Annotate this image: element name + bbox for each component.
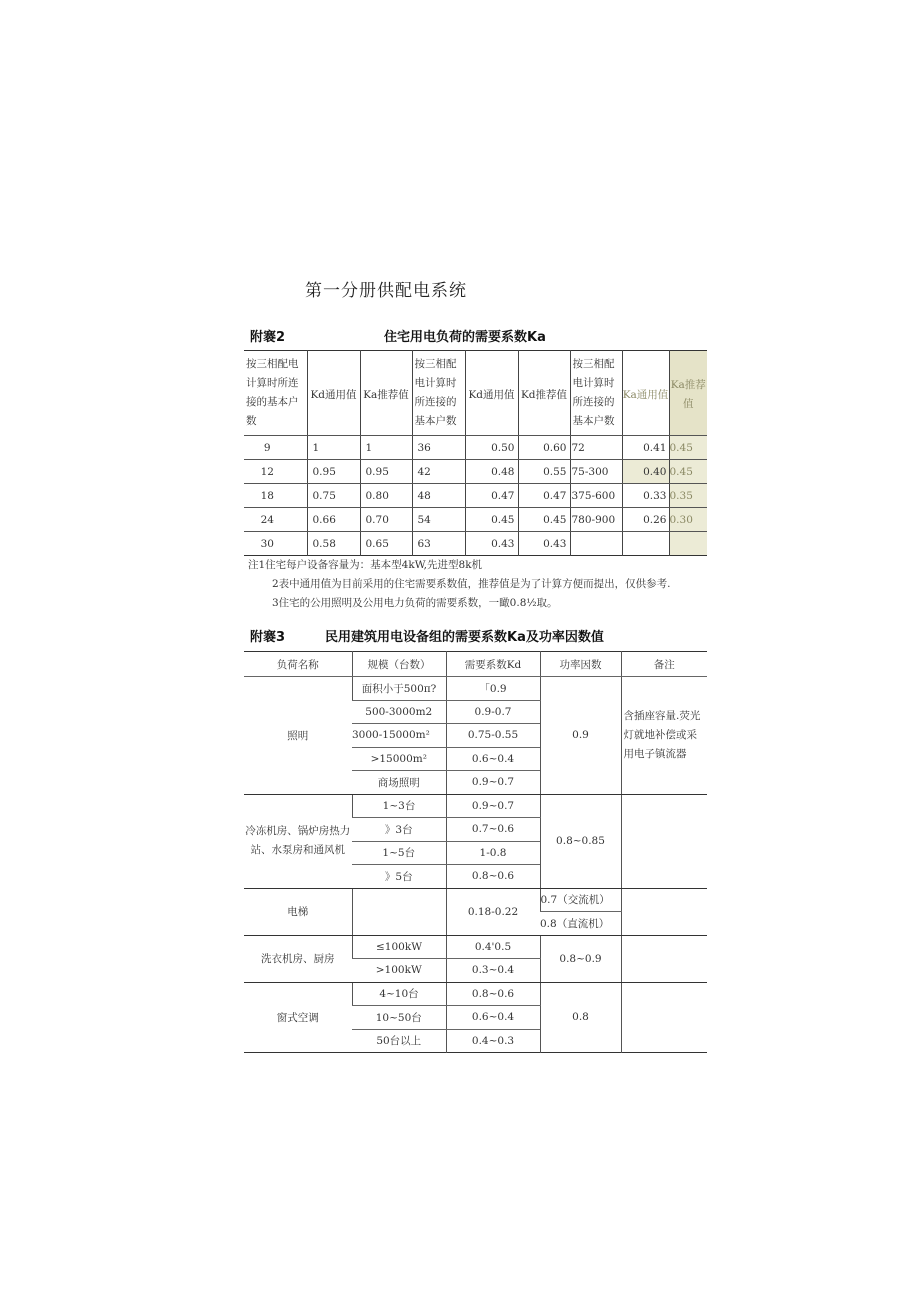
table-header-row bbox=[244, 652, 707, 677]
table-row bbox=[244, 982, 707, 1006]
note-3: 3住宅的公用照明及公用电力负荷的需要系数，一瞰0.8½取。 bbox=[272, 597, 558, 609]
table-row bbox=[244, 484, 707, 508]
kd-cell: 0.8~0.6 bbox=[446, 865, 540, 889]
table-cell: 9 bbox=[244, 436, 307, 460]
note-1: 注1住宅每户设备容量为：基本型4kW,先进型8k机 bbox=[248, 559, 483, 571]
table-cell: 0.48 bbox=[465, 460, 518, 484]
table-row bbox=[244, 436, 707, 460]
remark-window-ac bbox=[621, 982, 707, 1053]
kd-cell: 0.9~0.7 bbox=[446, 794, 540, 818]
table-cell: 0.55 bbox=[518, 460, 570, 484]
table-cell: 18 bbox=[244, 484, 307, 508]
table-cell: 75-300 bbox=[570, 460, 622, 484]
table-cell: 0.45 bbox=[669, 460, 707, 484]
document-title: 第一分册供配电系统 bbox=[305, 281, 467, 301]
kd-cell: 0.8~0.6 bbox=[446, 982, 540, 1006]
table-row bbox=[244, 794, 707, 818]
table-row bbox=[244, 677, 707, 701]
table2-notes bbox=[248, 556, 671, 613]
header-kd: 需要系数Kd bbox=[446, 652, 540, 677]
scale-cell: 1~3台 bbox=[352, 794, 446, 818]
header-ka-recommended-3: Ka推荐值 bbox=[669, 351, 707, 436]
header-ka-recommended: Ka推荐值 bbox=[360, 351, 412, 436]
scale-cell: 10~50台 bbox=[352, 1006, 446, 1030]
scale-cell: >100kW bbox=[352, 959, 446, 983]
table-cell: 0.43 bbox=[518, 532, 570, 556]
note-2: 2表中通用值为目前采用的住宅需要系数值，推荐值是为了计算方便而提出，仅供参考. bbox=[272, 578, 671, 590]
table3-label: 附褰3 bbox=[250, 630, 286, 645]
kd-cell: 0.9~0.7 bbox=[446, 771, 540, 795]
header-remarks: 备注 bbox=[621, 652, 707, 677]
header-ka-general-3: Ka通用值 bbox=[622, 351, 669, 436]
scale-cell: >15000m² bbox=[352, 747, 446, 771]
table-cell: 0.45 bbox=[669, 436, 707, 460]
kd-cell: 0.9-0.7 bbox=[446, 700, 540, 724]
table-cell: 30 bbox=[260, 537, 274, 550]
table-cell bbox=[570, 532, 622, 556]
table-cell: 1 bbox=[307, 436, 360, 460]
table-cell: 36 bbox=[412, 436, 465, 460]
scale-cell: 4~10台 bbox=[352, 982, 446, 1006]
table-cell: 0.43 bbox=[465, 532, 518, 556]
kd-cell: 0.75-0.55 bbox=[446, 724, 540, 748]
scale-cell: 3000-15000m² bbox=[352, 724, 446, 748]
table-cell: 0.35 bbox=[669, 484, 707, 508]
table-cell: 12 bbox=[244, 460, 307, 484]
header-kd-general-2: Kd通用值 bbox=[465, 351, 518, 436]
pf-laundry: 0.8~0.9 bbox=[540, 935, 621, 982]
scale-cell: 》3台 bbox=[352, 818, 446, 842]
pf-elevator-dc: 0.8（直流机） bbox=[540, 912, 621, 936]
table-cell bbox=[622, 532, 669, 556]
header-households-2: 按三相配电计算时所连接的基本户数 bbox=[412, 351, 465, 436]
table-cell: 0.58 bbox=[307, 532, 360, 556]
kd-cell: 0.6~0.4 bbox=[446, 747, 540, 771]
residential-demand-table bbox=[244, 350, 707, 556]
table-cell: 0.80 bbox=[360, 484, 412, 508]
table-header-row bbox=[244, 351, 707, 436]
pf-cooling: 0.8~0.85 bbox=[540, 794, 621, 888]
header-households-3: 按三相配电计算时所连接的基本户数 bbox=[570, 351, 622, 436]
civil-building-demand-table bbox=[244, 651, 707, 1053]
kd-cell: 0.6~0.4 bbox=[446, 1006, 540, 1030]
table-cell: 63 bbox=[412, 532, 465, 556]
table-cell: 0.45 bbox=[465, 508, 518, 532]
kd-cell: 0.4'0.5 bbox=[446, 935, 540, 959]
table-row bbox=[244, 935, 707, 959]
pf-lighting: 0.9 bbox=[540, 677, 621, 795]
table-cell: 0.65 bbox=[360, 532, 412, 556]
load-name-window-ac: 窗式空调 bbox=[276, 1011, 319, 1024]
table-cell: 0.30 bbox=[669, 508, 707, 532]
table-cell: 72 bbox=[570, 436, 622, 460]
table-row bbox=[244, 888, 707, 912]
remark-lighting: 含插座容量.荧光灯就地补偿或采用电子镇流器 bbox=[621, 677, 707, 795]
table-cell bbox=[669, 532, 707, 556]
kd-cell: 0.7~0.6 bbox=[446, 818, 540, 842]
table-cell: 0.75 bbox=[307, 484, 360, 508]
scale-cell: 1~5台 bbox=[352, 841, 446, 865]
scale-cell: ≤100kW bbox=[352, 935, 446, 959]
table-cell: 0.26 bbox=[622, 508, 669, 532]
kd-cell: 「0.9 bbox=[446, 677, 540, 701]
table-cell: 0.45 bbox=[518, 508, 570, 532]
pf-window-ac: 0.8 bbox=[540, 982, 621, 1053]
table-cell: 0.40 bbox=[622, 460, 669, 484]
kd-cell: 0.3~0.4 bbox=[446, 959, 540, 983]
table-cell: 0.70 bbox=[360, 508, 412, 532]
table2-label: 附褰2 bbox=[250, 330, 286, 345]
remark-elevator bbox=[621, 888, 707, 935]
table-cell: 42 bbox=[412, 460, 465, 484]
load-name-laundry: 洗衣机房、厨房 bbox=[244, 935, 352, 982]
table3-title: 民用建筑用电设备组的需要系数Ka及功率因数值 bbox=[325, 630, 604, 645]
header-scale: 规模（台数） bbox=[352, 652, 446, 677]
scale-cell: 商场照明 bbox=[352, 771, 446, 795]
table-cell: 48 bbox=[412, 484, 465, 508]
table-cell: 0.95 bbox=[360, 460, 412, 484]
kd-elevator: 0.18-0.22 bbox=[446, 888, 540, 935]
scale-elevator bbox=[352, 888, 446, 935]
table-cell: 0.66 bbox=[307, 508, 360, 532]
header-kd-general: Kd通用值 bbox=[307, 351, 360, 436]
kd-cell: 0.4~0.3 bbox=[446, 1029, 540, 1053]
remark-laundry bbox=[621, 935, 707, 982]
scale-cell: 面积小于500π? bbox=[352, 677, 446, 701]
load-name-lighting: 照明 bbox=[244, 677, 352, 795]
table-cell: 0.47 bbox=[465, 484, 518, 508]
table2-title: 住宅用电负荷的需要系数Ka bbox=[384, 330, 546, 345]
header-load-name: 负荷名称 bbox=[244, 652, 352, 677]
load-name-cooling: 冷冻机房、锅炉房热力站、水泵房和通风机 bbox=[244, 794, 352, 888]
table-cell: 0.95 bbox=[307, 460, 360, 484]
scale-cell: 500-3000m2 bbox=[352, 700, 446, 724]
header-kd-recommended-2: Kd推荐值 bbox=[518, 351, 570, 436]
table-cell: 0.47 bbox=[518, 484, 570, 508]
table-cell: 54 bbox=[412, 508, 465, 532]
header-households: 按三相配电计算时所连接的基本户数 bbox=[244, 351, 307, 436]
scale-cell: 》5台 bbox=[352, 865, 446, 889]
table-cell: 0.50 bbox=[465, 436, 518, 460]
kd-cell: 1-0.8 bbox=[446, 841, 540, 865]
scale-cell: 50台以上 bbox=[376, 1035, 422, 1048]
header-power-factor: 功率因数 bbox=[540, 652, 621, 677]
table-cell: 24 bbox=[244, 508, 307, 532]
table-cell: 0.33 bbox=[622, 484, 669, 508]
table-row bbox=[244, 532, 707, 556]
table-row bbox=[244, 508, 707, 532]
table-cell: 375-600 bbox=[570, 484, 622, 508]
pf-elevator-ac: 0.7（交流机） bbox=[540, 888, 621, 912]
table-cell: 0.41 bbox=[622, 436, 669, 460]
table-cell: 780-900 bbox=[570, 508, 622, 532]
table-row bbox=[244, 460, 707, 484]
load-name-elevator: 电梯 bbox=[244, 888, 352, 935]
remark-cooling bbox=[621, 794, 707, 888]
table-cell: 0.60 bbox=[518, 436, 570, 460]
table-cell: 1 bbox=[360, 436, 412, 460]
